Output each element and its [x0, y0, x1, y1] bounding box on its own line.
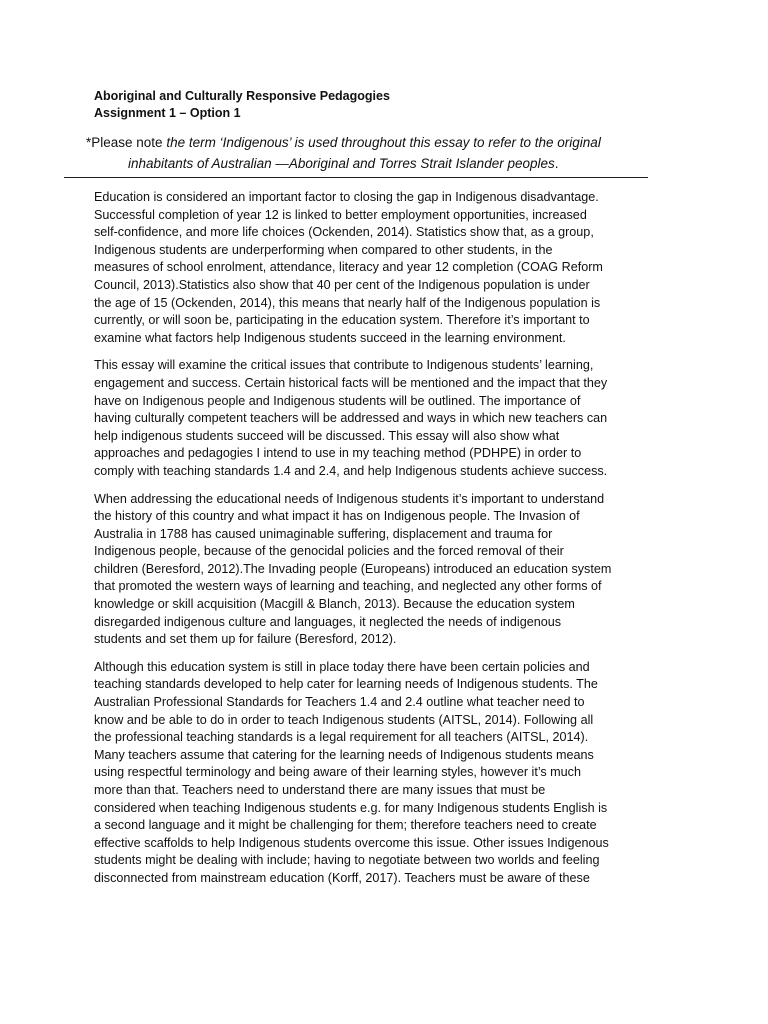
paragraph-line: Indigenous students are underperforming when compared to other students, in the: [94, 242, 553, 257]
paragraph-line: the history of this country and what impact it has on Indigenous people. The Invasion of: [94, 509, 580, 524]
paragraph-line: have on Indigenous people and Indigenous students will be outlined. The importance of: [94, 393, 581, 408]
paragraph-line: students and set them up for failure (Beresford, 2012).: [94, 632, 397, 647]
header-divider: [64, 177, 648, 178]
note-line-1: the term ‘Indigenous’ is used throughout this essay to refer to the original: [162, 135, 601, 150]
note-lead: *Please note: [86, 135, 163, 150]
paragraph-line: children (Beresford, 2012).The Invading people (Europeans) introduced an education system: [94, 561, 612, 576]
essay-paragraph: [94, 659, 684, 888]
document-title: Aboriginal and Culturally Responsive Pedagogies: [94, 89, 390, 103]
paragraph-line: When addressing the educational needs of Indigenous students it’s important to understand: [94, 491, 605, 506]
paragraph-line: teaching standards developed to help cater for learning needs of Indigenous students. The: [94, 677, 598, 692]
paragraph-line: more than that. Teachers need to understand there are many issues that must be: [94, 783, 546, 797]
terminology-note: [86, 132, 646, 174]
essay-body: [94, 189, 684, 898]
paragraph-line: engagement and success. Certain historical facts will be mentioned and the impact that they: [94, 375, 608, 390]
essay-paragraph: [94, 189, 684, 347]
paragraph-line: effective scaffolds to help Indigenous students overcome this issue. Other issues Indigenous: [94, 835, 609, 850]
paragraph-line: Indigenous people, because of the genocidal policies and the forced removal of their: [94, 544, 564, 559]
paragraph-line: knowledge or skill acquisition (Macgill & Blanch, 2013). Because the education system: [94, 597, 575, 612]
paragraph-line: Successful completion of year 12 is linked to better employment opportunities, increased: [94, 207, 587, 222]
paragraph-line: the professional teaching standards is a legal requirement for all teachers (AITSL, 2014).: [94, 730, 589, 745]
paragraph-line: measures of school enrolment, attendance, literacy and year 12 completion (COAG Reform: [94, 260, 603, 275]
assignment-subtitle: Assignment 1 – Option 1: [94, 106, 241, 120]
paragraph-line: approaches and pedagogies I intend to use in my teaching method (PDHPE) in order to: [94, 446, 582, 461]
essay-paragraph: [94, 491, 684, 649]
paragraph-line: disregarded indigenous culture and languages, it neglected the needs of indigenous: [94, 614, 562, 629]
paragraph-line: disconnected from mainstream education (Korff, 2017). Teachers must be aware of these: [94, 870, 590, 885]
note-line-2-end: .: [554, 156, 559, 171]
paragraph-line: Australia in 1788 has caused unimaginable suffering, displacement and trauma for: [94, 526, 553, 541]
note-line-2: inhabitants of Australian —Aboriginal and Torres Strait Islander peoples: [128, 156, 555, 171]
paragraph-line: This essay will examine the critical issues that contribute to Indigenous students’ learning,: [94, 358, 594, 373]
paragraph-line: Australian Professional Standards for Teachers 1.4 and 2.4 outline what teacher need to: [94, 695, 585, 710]
paragraph-line: Education is considered an important factor to closing the gap in Indigenous disadvantage.: [94, 190, 599, 204]
paragraph-line: know and be able to do in order to teach Indigenous students (AITSL, 2014). Following all: [94, 712, 594, 727]
paragraph-line: having culturally competent teachers will be addressed and ways in which new teachers can: [94, 411, 608, 426]
paragraph-line: comply with teaching standards 1.4 and 2.4, and help Indigenous students achieve success.: [94, 463, 608, 478]
paragraph-line: Council, 2013).Statistics also show that 40 per cent of the Indigenous population is under: [94, 277, 590, 292]
paragraph-line: a second language and it might be challenging for them; therefore teachers need to create: [94, 818, 597, 833]
paragraph-line: students might be dealing with include; having to negotiate between two worlds and feeling: [94, 853, 600, 868]
document-header: [94, 88, 390, 122]
paragraph-line: help indigenous students succeed will be discussed. This essay will also show what: [94, 428, 560, 443]
essay-paragraph: [94, 357, 684, 480]
paragraph-line: Many teachers assume that catering for the learning needs of Indigenous students means: [94, 747, 594, 762]
paragraph-line: using respectful terminology and being aware of their learning styles, however it’s much: [94, 765, 581, 780]
paragraph-line: the age of 15 (Ockenden, 2014), this means that nearly half of the Indigenous population is: [94, 295, 601, 310]
paragraph-line: examine what factors help Indigenous students succeed in the learning environment.: [94, 330, 566, 345]
paragraph-line: currently, or will soon be, participating in the education system. Therefore it’s important to: [94, 313, 590, 328]
paragraph-line: that promoted the western ways of learning and teaching, and neglected any other forms of: [94, 579, 602, 594]
paragraph-line: self-confidence, and more life choices (Ockenden, 2014). Statistics show that, as a group,: [94, 225, 594, 240]
paragraph-line: considered when teaching Indigenous students e.g. for many Indigenous students English is: [94, 800, 608, 815]
paragraph-line: Although this education system is still in place today there have been certain policies and: [94, 659, 590, 674]
